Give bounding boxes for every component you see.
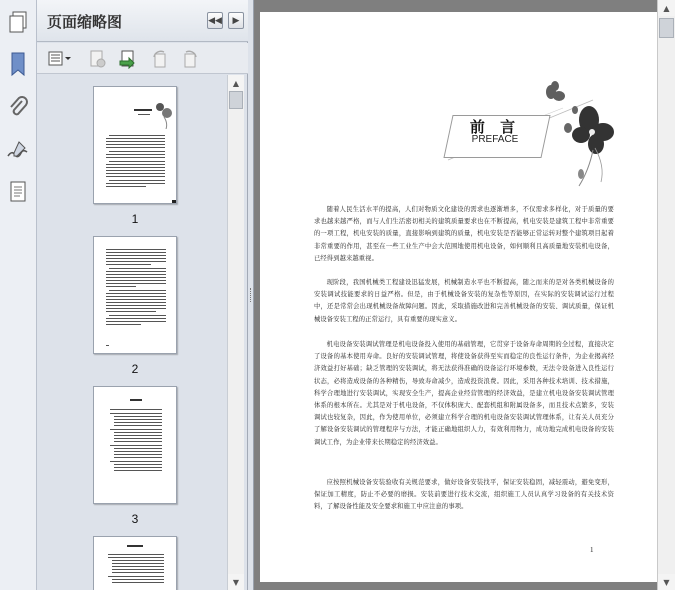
layers-icon[interactable] <box>4 178 32 206</box>
body-paragraph: 机电设备安装调试管理是机电设备投入使用的基础管理，它贯穿于设备寿命周期的全过程，直接决定了设备的基本使用寿命。良好的安装调试管理，将使设备获得至实而稳定的良性运行条件，为企业揭高经济效益打好基础；缺乏管理的安装调试，将无法获得准确的设备运行环境参数，无法令设备进入良性运行状态，必将造成设备的各种精伤，导致寿命减少，造成投资浪费。因此，采用各种技术培训、技术措施，科学合理地进行安装调试，实现安全生产，提高企业经营管理的经济效益，是建立机电设备安装调试管理体系的根本所在。尤其是对于机电设备，不仅体积庞大、配套机组和附属设备多，而且技术点繁多，安装调试也较复杂，因此，作为使用单位，必须建立科学合理的机电设备安装调试管理体系，让有关人员充分了解设备安装调试的管理程序与方法，才能正确地组织人力，有效利用物力，成功地完成机电设备的安装调试工作，为企业带来长期稳定的经济效益。 <box>314 341 614 446</box>
page-thumbnail[interactable] <box>93 536 177 590</box>
panel-title: 页面缩略图 <box>47 13 123 31</box>
options-menu-button[interactable] <box>47 48 73 70</box>
page-title: 前 言 <box>469 118 521 136</box>
thumbnail-label: 2 <box>131 362 139 376</box>
page-thumbnails-panel <box>37 0 248 590</box>
pages-icon[interactable] <box>4 8 32 36</box>
scroll-down-arrow-icon[interactable]: ▼ <box>228 574 244 590</box>
thumbnail-label: 1 <box>131 212 139 226</box>
panel-toolbar <box>37 43 248 74</box>
thumbnail-list <box>37 75 227 590</box>
collapse-panel-button[interactable] <box>207 12 223 29</box>
attachment-icon[interactable] <box>4 93 32 121</box>
scroll-up-arrow-icon[interactable]: ▲ <box>658 0 675 16</box>
thumbnail-scrollbar[interactable] <box>227 75 244 590</box>
body-paragraph: 应按照机械设备安装验收有关规范要求，做好设备安装找平，保证安装稳固，减轻震动，避免变形，保证加工精度，防止不必要的磨损。安装前要进行技术交流，组织施工人员认真学习设备的有关技术资料，了解设备性能及安全要求和施工中应注意的事项。 <box>314 479 614 511</box>
chevron-right-icon: ▶ <box>232 15 240 26</box>
navigation-rail <box>0 0 37 590</box>
delete-page-button[interactable] <box>87 48 109 70</box>
rotate-left-icon <box>150 49 170 69</box>
scroll-up-arrow-icon[interactable]: ▲ <box>228 75 244 91</box>
insert-page-icon <box>118 49 140 69</box>
scroll-down-arrow-icon[interactable]: ▼ <box>658 574 675 590</box>
page-thumbnail[interactable] <box>93 236 177 354</box>
page-thumbnail[interactable] <box>93 86 177 204</box>
body-paragraph: 现阶段，我国机械类工程建设迅猛发展，机械制造水平也不断提高，随之而来的是对各类机械设备的安装调试技能要求的日益严格。但是，由于机械设备安装的复杂性等原因，在实际的安装调试运行过程中，还是常常会出现机械设备故障问题。因此，采取措施改进和完善机械设备的安装、调试质量，保证机械设备安装工程的正常运行，具有重要的现实意义。 <box>314 279 614 323</box>
bookmark-icon[interactable] <box>4 50 32 78</box>
scrollbar-thumb[interactable] <box>659 18 674 38</box>
body-paragraph: 随着人民生活水平的提高，人们对物质文化建设的需求也逐渐增多，不仅需求多样化，对于质量的要求也越来越严格，而与人们生活密切相关的建筑质量要求也在不断提高，机电安装是建筑工程中非常重要的一项工程，机电安装的质量，直接影响到建筑的质量，机电安装是否能够正常运转对整个建筑项目起着非常重要的作用，甚至在一些工业生产中会大范围地使用机电设备，如何顺利且高质量地安装机电设备，已经得到越来越重视。 <box>314 206 614 262</box>
panel-splitter[interactable] <box>248 0 254 590</box>
list-options-icon <box>48 51 72 67</box>
document-page <box>260 12 657 582</box>
double-chevron-left-icon: ◀◀ <box>208 15 222 26</box>
delete-page-icon <box>88 49 108 69</box>
document-scrollbar[interactable] <box>657 0 675 590</box>
panel-header <box>37 0 248 42</box>
document-view <box>255 0 657 590</box>
thumbnail-label: 3 <box>131 512 139 526</box>
rotate-right-button[interactable] <box>179 48 201 70</box>
insert-page-button[interactable] <box>118 48 140 70</box>
expand-panel-button[interactable] <box>228 12 244 29</box>
page-number: 1 <box>590 546 594 554</box>
page-subtitle: PREFACE <box>471 134 519 145</box>
rotate-left-button[interactable] <box>149 48 171 70</box>
page-thumbnail[interactable] <box>93 386 177 504</box>
scrollbar-thumb[interactable] <box>229 91 243 109</box>
rotate-right-icon <box>180 49 200 69</box>
signature-icon[interactable] <box>4 136 32 164</box>
